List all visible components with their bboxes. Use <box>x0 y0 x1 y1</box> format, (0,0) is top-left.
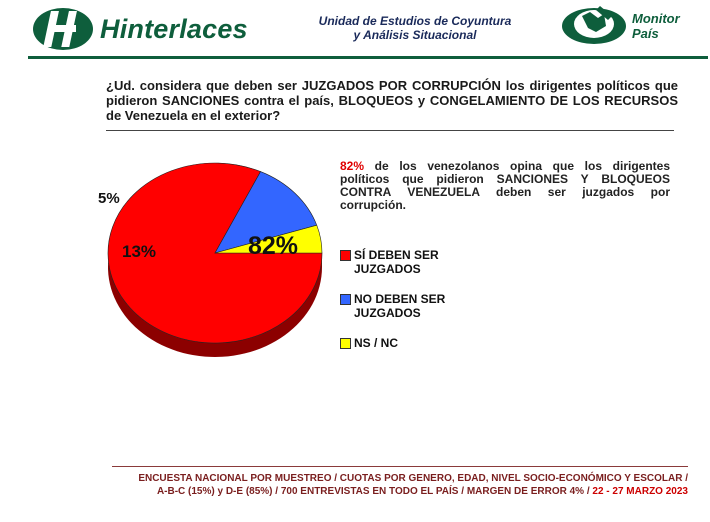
unit-title-line1: Unidad de Estudios de Coyuntura <box>318 14 512 28</box>
slice-label-si: 82% <box>248 232 299 260</box>
legend-swatch-nsnc <box>340 338 351 349</box>
footer-dates: 22 - 27 MARZO 2023 <box>592 486 688 497</box>
summary-percent: 82% <box>340 159 365 173</box>
legend-item-nsnc <box>340 336 484 350</box>
legend-label-no: NO DEBEN SER JUZGADOS <box>354 292 446 320</box>
summary-body: de los venezolanos opina que los dirigentes políticos que pidieron SANCIONES Y BLOQUEOS CONTRA VENEZUELA deben ser juzgados por corrupción. <box>340 159 670 212</box>
legend-item-si <box>340 248 484 276</box>
legend-label-si: SÍ DEBEN SER JUZGADOS <box>354 248 439 276</box>
legend-swatch-si <box>340 250 351 261</box>
legend-label-nsnc: NS / NC <box>354 336 399 350</box>
slice-label-nsnc: 5% <box>98 190 120 207</box>
survey-question: ¿Ud. considera que deben ser JUZGADOS POR CORRUPCIÓN los dirigentes políticos que pidieron SANCIONES contra el país, BLOQUEOS y CONGELAMIENTO DE LOS RECURSOS de Venezuela en el exterior? <box>106 78 678 123</box>
summary-text <box>340 160 670 212</box>
legend-swatch-no <box>340 294 351 305</box>
footer-divider <box>112 466 688 467</box>
footer-line2-text: A-B-C (15%) y D-E (85%) / 700 ENTREVISTAS EN TODO EL PAÍS / MARGEN DE ERROR 4% / <box>156 486 593 497</box>
footer-line2 <box>106 485 688 498</box>
footer-line1: ENCUESTA NACIONAL POR MUESTREO / CUOTAS POR GENERO, EDAD, NIVEL SOCIO-ECONÓMICO Y ESCOLAR / <box>138 473 688 484</box>
unit-title-line2: y Análisis Situacional <box>353 28 477 42</box>
legend-item-no <box>340 292 484 320</box>
slice-label-no: 13% <box>122 242 157 261</box>
methodology-footer <box>106 472 688 498</box>
monitor-line1: Monitor <box>632 11 680 26</box>
legend <box>340 248 484 366</box>
monitor-line2: País <box>632 26 659 41</box>
brand-name: Hinterlaces <box>100 13 248 44</box>
